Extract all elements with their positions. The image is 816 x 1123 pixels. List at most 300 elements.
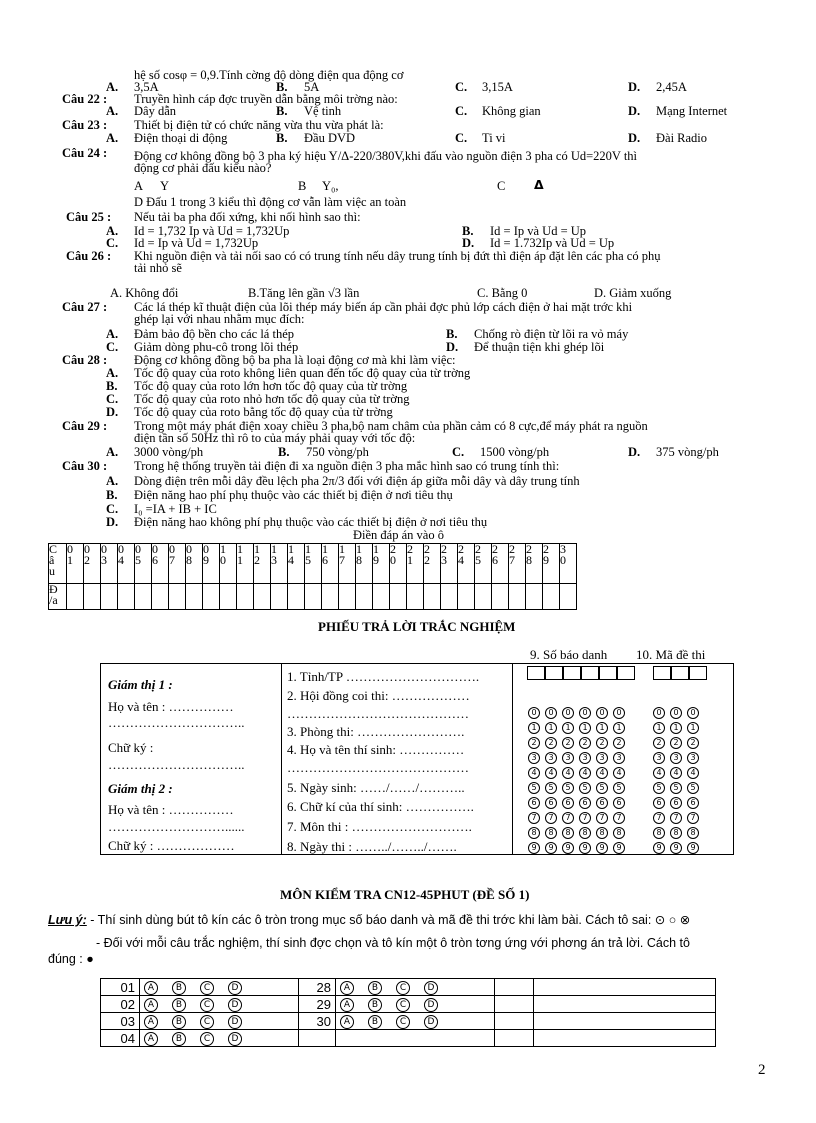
- digit-bubble[interactable]: 2: [562, 737, 574, 749]
- option-text: Id = 1,732 Ip và Ud = 1,732Up: [134, 224, 290, 238]
- digit-bubble[interactable]: 9: [545, 842, 557, 854]
- digit-bubble[interactable]: 8: [670, 827, 682, 839]
- field-room: 3. Phòng thi: …………………….: [287, 724, 465, 739]
- grid-answer-cell[interactable]: [288, 584, 305, 610]
- digit-bubble[interactable]: 7: [670, 812, 682, 824]
- choice-bubble[interactable]: D: [424, 981, 438, 995]
- digit-bubble[interactable]: 8: [528, 827, 540, 839]
- digit-bubble[interactable]: 2: [579, 737, 591, 749]
- field-province: 1. Tỉnh/TP ………………………….: [287, 669, 480, 684]
- digit: 0: [560, 553, 566, 567]
- choice-bubble[interactable]: A: [144, 1032, 158, 1046]
- digit-box[interactable]: [617, 666, 635, 680]
- empty-cell: [495, 1030, 534, 1047]
- option-label: B.: [276, 131, 288, 145]
- digit-bubble[interactable]: 0: [545, 707, 557, 719]
- option-label: C.: [452, 445, 465, 459]
- option-text: Id = Ip và Ud = Up: [490, 224, 587, 238]
- label-char: u: [49, 564, 55, 578]
- option-label: B.: [106, 488, 118, 502]
- grid-answer-cell[interactable]: [407, 584, 424, 610]
- note-line-3: đúng : ●: [48, 952, 94, 966]
- digit-bubble[interactable]: 1: [579, 722, 591, 734]
- digit: 0: [203, 542, 209, 556]
- choice-bubble[interactable]: D: [424, 998, 438, 1012]
- digit-bubble[interactable]: 6: [596, 797, 608, 809]
- digit-bubble[interactable]: 3: [528, 752, 540, 764]
- digit: 8: [526, 553, 532, 567]
- option-text: Giảm dòng phu-cô trong lõi thép: [134, 340, 299, 354]
- grid-question-number: [543, 544, 560, 584]
- option-text: Δ: [534, 177, 544, 192]
- option-text: C. Bằng 0: [477, 286, 528, 300]
- digit-bubble[interactable]: 5: [596, 782, 608, 794]
- grid-question-number: [560, 544, 577, 584]
- label-char: Đ: [49, 582, 58, 596]
- digit: 2: [254, 553, 260, 567]
- option-text: Chống rò điện từ lõi ra vỏ máy: [474, 327, 629, 341]
- question-number: 28: [299, 979, 336, 996]
- digit-box[interactable]: [581, 666, 599, 680]
- note-line-1: [48, 913, 690, 928]
- digit-bubble[interactable]: 7: [596, 812, 608, 824]
- digit: 1: [237, 542, 243, 556]
- option-text: I₀ =IA + IB + IC: [134, 502, 217, 516]
- digit-bubble[interactable]: 2: [596, 737, 608, 749]
- digit-bubble[interactable]: 6: [579, 797, 591, 809]
- empty-cell: [534, 1030, 716, 1047]
- choice-bubble[interactable]: B: [368, 1015, 382, 1029]
- proctor1-dots: …………………………..: [108, 715, 245, 730]
- grid-question-number: [237, 544, 254, 584]
- note-label: Lưu ý:: [48, 913, 87, 927]
- option-text: Điện năng hao không phí phụ thuộc vào các thiết bị điện ở nơi tiêu thụ: [134, 515, 488, 529]
- grid-answer-cell[interactable]: [356, 584, 373, 610]
- digit: 2: [441, 542, 447, 556]
- digit: 8: [186, 553, 192, 567]
- digit: 0: [169, 542, 175, 556]
- ma-de-label: 10. Mã đề thi: [636, 647, 706, 662]
- grid-answer-cell[interactable]: [220, 584, 237, 610]
- grid-answer-cell[interactable]: [339, 584, 356, 610]
- bubble-row: [528, 812, 630, 824]
- digit-box[interactable]: [653, 666, 671, 680]
- digit-bubble[interactable]: 0: [528, 707, 540, 719]
- option-text: Đài Radio: [656, 131, 708, 145]
- digit-box[interactable]: [527, 666, 545, 680]
- grid-answer-cell[interactable]: [390, 584, 407, 610]
- option-text: Điện thoại di động: [134, 131, 228, 145]
- grid-answer-cell[interactable]: [203, 584, 220, 610]
- digit-box[interactable]: [599, 666, 617, 680]
- option-text: 1500 vòng/ph: [480, 445, 550, 459]
- digit-bubble[interactable]: 5: [670, 782, 682, 794]
- digit: 1: [67, 553, 73, 567]
- digit-bubble[interactable]: 5: [653, 782, 665, 794]
- digit-bubble[interactable]: 7: [613, 812, 625, 824]
- option-label: C.: [106, 392, 119, 406]
- grid-question-number: [373, 544, 390, 584]
- digit-bubble[interactable]: 6: [653, 797, 665, 809]
- field-council-dots: ……………………………………: [287, 706, 469, 721]
- grid-question-number: [169, 544, 186, 584]
- q23-label: Câu 23 :: [62, 118, 108, 132]
- digit: 4: [458, 553, 464, 567]
- digit-bubble[interactable]: 1: [613, 722, 625, 734]
- option-text: Đầu DVD: [304, 131, 356, 145]
- digit: 1: [305, 542, 311, 556]
- digit: 7: [339, 553, 345, 567]
- choice-bubble[interactable]: D: [228, 1015, 242, 1029]
- choice-bubble[interactable]: D: [228, 998, 242, 1012]
- digit: 1: [407, 553, 413, 567]
- digit-box[interactable]: [689, 666, 707, 680]
- grid-answer-cell[interactable]: [152, 584, 169, 610]
- bubble-row: [528, 827, 630, 839]
- bubble-row: [653, 737, 704, 749]
- digit: 6: [322, 553, 328, 567]
- digit-bubble[interactable]: 6: [670, 797, 682, 809]
- option-label: B.: [278, 445, 290, 459]
- digit-bubble[interactable]: 1: [653, 722, 665, 734]
- digit-bubble[interactable]: 3: [579, 752, 591, 764]
- bubble-row: [528, 782, 630, 794]
- digit-bubble[interactable]: 6: [613, 797, 625, 809]
- choice-bubble[interactable]: D: [424, 1015, 438, 1029]
- bubble-row: [653, 782, 704, 794]
- digit-bubble[interactable]: 4: [528, 767, 540, 779]
- digit-bubble[interactable]: 3: [687, 752, 699, 764]
- digit-bubble[interactable]: 8: [545, 827, 557, 839]
- grid-answer-cell[interactable]: [526, 584, 543, 610]
- grid-answer-cell[interactable]: [543, 584, 560, 610]
- grid-answer-cell[interactable]: [509, 584, 526, 610]
- grid-answer-cell[interactable]: [118, 584, 135, 610]
- digit-bubble[interactable]: 2: [687, 737, 699, 749]
- field-name-dots: ……………………………………: [287, 760, 469, 775]
- digit-bubble[interactable]: 3: [545, 752, 557, 764]
- digit-bubble[interactable]: 6: [545, 797, 557, 809]
- grid-answer-cell[interactable]: [441, 584, 458, 610]
- digit-bubble[interactable]: 8: [579, 827, 591, 839]
- grid-answer-cell[interactable]: [169, 584, 186, 610]
- choice-bubble[interactable]: B: [172, 1015, 186, 1029]
- q28-label: Câu 28 :: [62, 353, 108, 367]
- q26-label: Câu 26 :: [66, 249, 112, 263]
- grid-answer-cell[interactable]: [186, 584, 203, 610]
- digit: 5: [305, 553, 311, 567]
- digit-bubble[interactable]: 3: [562, 752, 574, 764]
- choice-bubble[interactable]: B: [172, 981, 186, 995]
- digit-bubble[interactable]: 4: [653, 767, 665, 779]
- digit: 1: [339, 542, 345, 556]
- digit-bubble[interactable]: 9: [596, 842, 608, 854]
- fill-answer-title: Điền đáp án vào ô: [353, 528, 444, 542]
- option-text: Đảm bảo độ bền cho các lá thép: [134, 327, 295, 341]
- digit-bubble[interactable]: 2: [653, 737, 665, 749]
- digit-bubble[interactable]: 6: [528, 797, 540, 809]
- proctor2-dots: ………………………......: [108, 819, 245, 834]
- digit-bubble[interactable]: 1: [670, 722, 682, 734]
- choice-bubble[interactable]: A: [340, 998, 354, 1012]
- digit-bubble[interactable]: 7: [687, 812, 699, 824]
- digit-bubble[interactable]: 8: [562, 827, 574, 839]
- grid-answer-cell[interactable]: [135, 584, 152, 610]
- choice-bubble[interactable]: B: [172, 998, 186, 1012]
- choice-bubble[interactable]: B: [172, 1032, 186, 1046]
- digit-bubble[interactable]: 2: [528, 737, 540, 749]
- choice-bubble[interactable]: A: [144, 998, 158, 1012]
- option-text: D. Giảm xuống: [594, 286, 672, 300]
- digit-bubble[interactable]: 7: [545, 812, 557, 824]
- digit-bubble[interactable]: 7: [653, 812, 665, 824]
- field-dob: 5. Ngày sinh: ……/……/………..: [287, 780, 465, 795]
- digit: 0: [186, 542, 192, 556]
- digit: 1: [373, 542, 379, 556]
- grid-answer-cell[interactable]: [424, 584, 441, 610]
- digit-bubble[interactable]: 6: [687, 797, 699, 809]
- grid-answer-cell[interactable]: [67, 584, 84, 610]
- answer-sheet-title: PHIẾU TRẢ LỜI TRẮC NGHIỆM: [318, 619, 516, 634]
- proctor1-label: Giám thị 1 :: [108, 677, 173, 692]
- choice-bubbles: [140, 1013, 299, 1030]
- digit: 2: [509, 542, 515, 556]
- choice-bubble[interactable]: D: [228, 1032, 242, 1046]
- digit-bubble[interactable]: 4: [613, 767, 625, 779]
- option-text: Để thuận tiện khi ghép lõi: [474, 340, 605, 354]
- digit: 1: [237, 553, 243, 567]
- q28-text: Động cơ không đồng bộ ba pha là loại động cơ mà khi làm việc:: [134, 353, 456, 367]
- digit-bubble[interactable]: 2: [670, 737, 682, 749]
- choice-bubble[interactable]: C: [200, 998, 214, 1012]
- choice-bubble[interactable]: A: [144, 1015, 158, 1029]
- choice-bubble[interactable]: A: [144, 981, 158, 995]
- digit-bubble[interactable]: 0: [613, 707, 625, 719]
- q25-text: Nếu tải ba pha đối xứng, khi nối hình sao thì:: [134, 210, 361, 224]
- grid-question-number: [305, 544, 322, 584]
- digit-bubble[interactable]: 4: [596, 767, 608, 779]
- option-label: D.: [446, 340, 459, 354]
- digit-bubble[interactable]: 7: [562, 812, 574, 824]
- digit-bubble[interactable]: 9: [528, 842, 540, 854]
- digit: 3: [441, 553, 447, 567]
- choice-bubble[interactable]: D: [228, 981, 242, 995]
- grid-question-number: [526, 544, 543, 584]
- empty-cell: [534, 1013, 716, 1030]
- q22-label: Câu 22 :: [62, 92, 108, 106]
- q26-text: Khi nguồn điện và tải nối sao có có trung tính nếu dây trung tính bị đứt thì điện áp đặt lên các pha có phụ: [134, 249, 661, 263]
- digit-bubble[interactable]: 5: [562, 782, 574, 794]
- digit-bubble[interactable]: 1: [687, 722, 699, 734]
- choice-bubbles: [336, 1013, 495, 1030]
- grid-answer-cell[interactable]: [560, 584, 577, 610]
- digit-bubble[interactable]: 3: [653, 752, 665, 764]
- grid-answer-cell[interactable]: [305, 584, 322, 610]
- digit-bubble[interactable]: 4: [687, 767, 699, 779]
- digit-bubble[interactable]: 5: [528, 782, 540, 794]
- option-text: A. Không đổi: [110, 286, 179, 300]
- digit-bubble[interactable]: 4: [545, 767, 557, 779]
- digit-bubble[interactable]: 9: [687, 842, 699, 854]
- choice-bubble[interactable]: A: [340, 981, 354, 995]
- choice-bubble[interactable]: A: [340, 1015, 354, 1029]
- digit: 9: [203, 553, 209, 567]
- grid-question-number: [424, 544, 441, 584]
- grid-answer-cell[interactable]: [458, 584, 475, 610]
- digit-bubble[interactable]: 0: [579, 707, 591, 719]
- digit-bubble[interactable]: 0: [687, 707, 699, 719]
- digit-bubble[interactable]: 9: [579, 842, 591, 854]
- option-text: Y₀,: [322, 179, 339, 193]
- q27-text: ghép lại với nhau nhằm mục đích:: [134, 312, 305, 326]
- q24-text: động cơ phải đấu kiểu nào?: [134, 161, 272, 175]
- digit-bubble[interactable]: 0: [562, 707, 574, 719]
- grid-row-label: [49, 544, 67, 584]
- digit-bubble[interactable]: 7: [528, 812, 540, 824]
- digit-bubble[interactable]: 0: [670, 707, 682, 719]
- digit-bubble[interactable]: 6: [562, 797, 574, 809]
- choice-bubble[interactable]: C: [200, 981, 214, 995]
- option-label: B: [298, 179, 307, 193]
- digit-bubble[interactable]: 1: [545, 722, 557, 734]
- option-text: 375 vòng/ph: [656, 445, 719, 459]
- q30-text: Trong hệ thống truyền tải điện đi xa nguồn điện 3 pha mắc hình sao có trung tính thì:: [134, 459, 560, 473]
- grid-question-number: [458, 544, 475, 584]
- grid-question-number: [322, 544, 339, 584]
- digit-bubble[interactable]: 5: [545, 782, 557, 794]
- option-label: B.: [462, 224, 474, 238]
- option-label: C.: [455, 104, 468, 118]
- label-char: C: [49, 542, 58, 556]
- digit: 4: [288, 553, 294, 567]
- q24-text: Động cơ không đồng bộ 3 pha ký hiệu Y/Δ-220/380V,khi đấu vào nguồn điện 3 pha có Ud=220V thì: [134, 149, 638, 163]
- digit-bubble[interactable]: 8: [596, 827, 608, 839]
- digit-bubble[interactable]: 8: [687, 827, 699, 839]
- option-label: A.: [106, 224, 119, 238]
- option-text: Dòng điện trên mỗi dây đều lệch pha 2π/3 đối với điện áp giữa mỗi dây và dây trung tính: [134, 474, 580, 488]
- choice-bubble[interactable]: B: [368, 981, 382, 995]
- choice-bubble[interactable]: C: [200, 1015, 214, 1029]
- sbd-label: 9. Số báo danh: [530, 647, 608, 662]
- digit-box[interactable]: [563, 666, 581, 680]
- grid-answer-cell[interactable]: [373, 584, 390, 610]
- grid-answer-cell[interactable]: [322, 584, 339, 610]
- digit-box[interactable]: [671, 666, 689, 680]
- digit: 2: [526, 542, 532, 556]
- digit-bubble[interactable]: 1: [562, 722, 574, 734]
- empty-cell: [495, 1013, 534, 1030]
- digit-bubble[interactable]: 9: [562, 842, 574, 854]
- option-label: D.: [628, 445, 641, 459]
- grid-answer-cell[interactable]: [475, 584, 492, 610]
- note-text: - Thí sinh dùng bút tô kín các ô tròn trong mục số báo danh và mã đề thi trớc khi làm bài. Cách tô sai: ⊙ ○ ⊗: [86, 913, 691, 927]
- question-number: 02: [101, 996, 140, 1013]
- bubble-row: [653, 797, 704, 809]
- digit-bubble[interactable]: 2: [613, 737, 625, 749]
- choice-bubble[interactable]: C: [200, 1032, 214, 1046]
- digit-bubble[interactable]: 3: [596, 752, 608, 764]
- grid-question-number: [186, 544, 203, 584]
- digit: 0: [135, 542, 141, 556]
- grid-question-number: [118, 544, 135, 584]
- choice-bubble[interactable]: C: [396, 981, 410, 995]
- empty-cell: [534, 979, 716, 996]
- option-label: C.: [106, 236, 119, 250]
- grid-answer-cell[interactable]: [492, 584, 509, 610]
- choice-bubble[interactable]: C: [396, 1015, 410, 1029]
- digit-bubble[interactable]: 8: [613, 827, 625, 839]
- grid-answer-cell[interactable]: [237, 584, 254, 610]
- q22-text: Truyền hình cáp đợc truyền dẫn bằng môi trờng nào:: [134, 92, 398, 106]
- digit-bubble[interactable]: 4: [579, 767, 591, 779]
- option-text: Tốc độ quay của roto không liên quan đến tốc độ quay của từ trờng: [134, 366, 471, 380]
- option-text: 5A: [304, 80, 320, 94]
- digit-bubble[interactable]: 1: [528, 722, 540, 734]
- digit: 4: [118, 553, 124, 567]
- grid-question-number: [509, 544, 526, 584]
- q24-label: Câu 24 :: [62, 146, 108, 160]
- grid-answer-cell[interactable]: [101, 584, 118, 610]
- bubble-row: [653, 722, 704, 734]
- digit-bubble[interactable]: 0: [653, 707, 665, 719]
- digit-bubble[interactable]: 4: [562, 767, 574, 779]
- digit: 2: [475, 542, 481, 556]
- grid-answer-cell[interactable]: [271, 584, 288, 610]
- grid-answer-cell[interactable]: [84, 584, 101, 610]
- digit-bubble[interactable]: 4: [670, 767, 682, 779]
- option-label: D.: [628, 80, 641, 94]
- field-council: 2. Hội đồng coi thi: ………………: [287, 688, 470, 703]
- label-char: â: [49, 553, 55, 567]
- digit-bubble[interactable]: 7: [579, 812, 591, 824]
- grid-answer-cell[interactable]: [254, 584, 271, 610]
- option-label: C: [497, 179, 506, 193]
- digit: 7: [509, 553, 515, 567]
- digit-bubble[interactable]: 9: [670, 842, 682, 854]
- choice-bubbles: [336, 979, 495, 996]
- choice-bubble[interactable]: C: [396, 998, 410, 1012]
- grid-question-number: [271, 544, 288, 584]
- digit-bubble[interactable]: 2: [545, 737, 557, 749]
- note-line-2: - Đối với mỗi câu trắc nghiệm, thí sinh đợc chọn và tô kín một ô tròn tơng ứng với phơng án trả lời. Cách tô: [96, 936, 690, 950]
- grid-question-number: [475, 544, 492, 584]
- q26-text: tải nhỏ sẽ: [134, 261, 182, 275]
- digit-bubble[interactable]: 3: [670, 752, 682, 764]
- option-label: C.: [106, 502, 119, 516]
- digit: 3: [271, 553, 277, 567]
- digit: 3: [560, 542, 566, 556]
- digit-bubble[interactable]: 3: [613, 752, 625, 764]
- option-text: Ti vi: [482, 131, 506, 145]
- choice-bubble[interactable]: B: [368, 998, 382, 1012]
- digit-bubble[interactable]: 5: [579, 782, 591, 794]
- bubble-row: [653, 752, 704, 764]
- digit: 5: [475, 553, 481, 567]
- digit-bubble[interactable]: 9: [613, 842, 625, 854]
- digit-bubble[interactable]: 9: [653, 842, 665, 854]
- digit-bubble[interactable]: 5: [687, 782, 699, 794]
- digit-bubble[interactable]: 0: [596, 707, 608, 719]
- grid-question-number: [152, 544, 169, 584]
- option-text: Id = 1.732Ip và Ud = Up: [490, 236, 615, 250]
- grid-question-number: [67, 544, 84, 584]
- digit-bubble[interactable]: 8: [653, 827, 665, 839]
- digit-bubble[interactable]: 1: [596, 722, 608, 734]
- digit-bubble[interactable]: 5: [613, 782, 625, 794]
- answer-row: [101, 979, 716, 996]
- option-label: A.: [106, 474, 119, 488]
- digit-box[interactable]: [545, 666, 563, 680]
